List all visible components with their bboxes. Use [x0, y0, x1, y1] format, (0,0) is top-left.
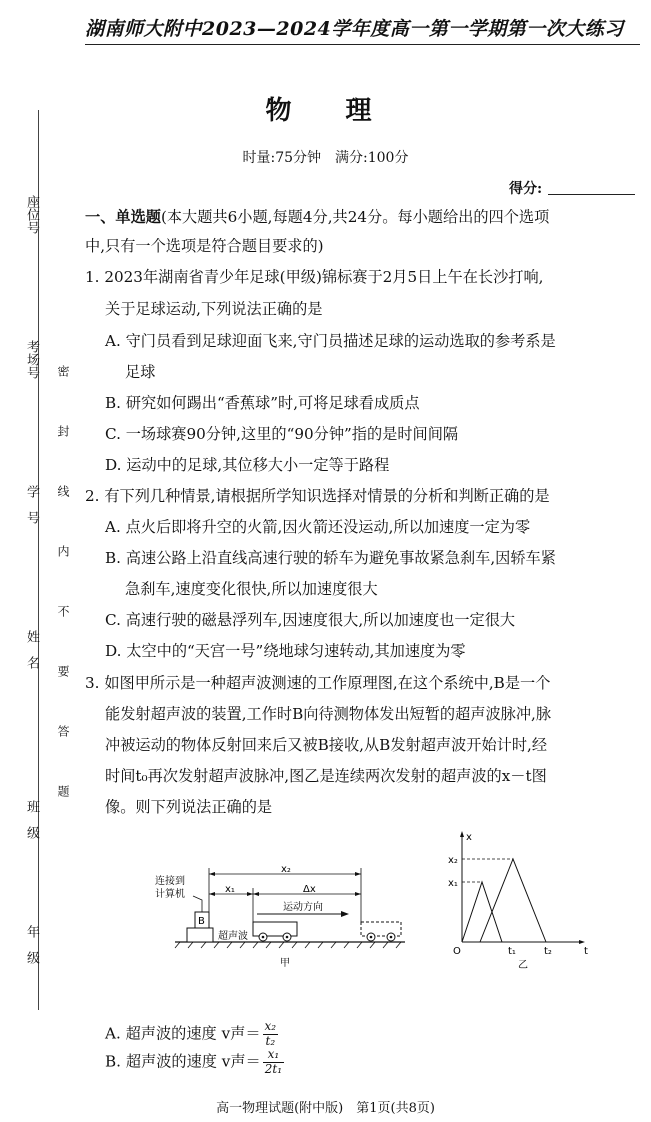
figure-yi — [440, 830, 590, 970]
q3-a-denominator: t₂ — [265, 1033, 276, 1048]
figure-jia — [145, 860, 410, 970]
label-connect-computer-2: 计算机 — [155, 889, 185, 900]
q2-option-b-cont: 急刹车,速度变化很快,所以加速度很大 — [125, 580, 378, 598]
q3-stem-3: 冲被运动的物体反射回来后又被B接收,从B发射超声波开始计时,经 — [105, 736, 548, 754]
tick-t2: t₂ — [544, 946, 552, 957]
subject-title: 物 理 — [265, 96, 386, 126]
q3-a-numerator: x₂ — [264, 1019, 277, 1033]
q1-option-a: A. 守门员看到足球迎面飞来,守门员描述足球的运动选取的参考系是 — [105, 332, 556, 350]
q3-stem-2: 能发射超声波的装置,工作时B向待测物体发出短暂的超声波脉冲,脉 — [105, 705, 552, 723]
label-ultrasonic: 超声波 — [218, 931, 248, 942]
axis-x-label: x — [466, 832, 472, 843]
exam-room-label: 考场号 — [24, 340, 39, 379]
q2-option-c: C. 高速行驶的磁悬浮列车,因速度很大,所以加速度也一定很大 — [105, 611, 516, 629]
student-number-label: 学 号 — [24, 485, 39, 524]
q1-stem-2: 关于足球运动,下列说法正确的是 — [105, 300, 323, 318]
section-description-2: 中,只有一个选项是符合题目要求的) — [85, 237, 324, 255]
q3-stem-1: 3. 如图甲所示是一种超声波测速的工作原理图,在这个系统中,B是一个 — [85, 674, 551, 692]
q2-option-d: D. 太空中的“天宫一号”绕地球匀速转动,其加速度为零 — [105, 642, 466, 660]
score-field[interactable] — [548, 194, 635, 195]
title-rule — [85, 44, 640, 45]
exam-meta: 时量:75分钟 满分:100分 — [242, 150, 409, 166]
label-connect-computer-1: 连接到 — [155, 876, 185, 887]
label-device-b: B — [198, 916, 205, 927]
q1-option-b: B. 研究如何踢出“香蕉球”时,可将足球看成质点 — [105, 394, 420, 412]
label-x1: x₁ — [225, 884, 235, 895]
q3-stem-4: 时间t₀再次发射超声波脉冲,图乙是连续两次发射的超声波的x－t图 — [105, 767, 547, 785]
tick-x2: x₂ — [448, 855, 458, 866]
axis-t-label: t — [584, 946, 588, 957]
q3-option-b-fraction — [263, 1048, 284, 1077]
q1-option-c: C. 一场球赛90分钟,这里的“90分钟”指的是时间间隔 — [105, 425, 459, 443]
score-label: 得分: — [509, 181, 543, 197]
grade-label: 年 级 — [24, 925, 39, 964]
class-label: 班 级 — [24, 800, 39, 839]
tick-t1: t₁ — [508, 946, 516, 957]
q3-b-denominator: 2t₁ — [264, 1061, 283, 1076]
caption-jia: 甲 — [280, 958, 290, 969]
q3-option-a-fraction — [263, 1020, 279, 1049]
q1-option-d: D. 运动中的足球,其位移大小一定等于路程 — [105, 456, 390, 474]
q2-option-b: B. 高速公路上沿直线高速行驶的轿车为避免事故紧急刹车,因轿车紧 — [105, 549, 556, 567]
section-description: (本大题共6小题,每题4分,共24分。每小题给出的四个选项 — [160, 208, 550, 226]
caption-yi: 乙 — [518, 960, 528, 970]
origin-label: O — [453, 946, 461, 957]
label-delta-x: Δx — [303, 884, 316, 895]
q1-stem-1: 1. 2023年湖南省青少年足球(甲级)锦标赛于2月5日上午在长沙打响, — [85, 268, 544, 286]
q3-option-a — [105, 1020, 278, 1049]
label-motion-direction: 运动方向 — [283, 902, 323, 913]
q1-option-a-cont: 足球 — [125, 363, 156, 381]
label-x2: x₂ — [281, 864, 291, 875]
q3-option-b — [105, 1048, 284, 1077]
seal-notice: 密 封 线 内 不 要 答 题 — [56, 365, 70, 815]
binding-line — [38, 110, 39, 1010]
q3-stem-5: 像。则下列说法正确的是 — [105, 798, 273, 816]
q2-stem: 2. 有下列几种情景,请根据所学知识选择对情景的分析和判断正确的是 — [85, 487, 550, 505]
q3-b-numerator: x₁ — [263, 1048, 284, 1063]
page-footer: 高一物理试题(附中版) 第1页(共8页) — [216, 1101, 435, 1116]
seat-number-label: 座位号 — [24, 195, 39, 234]
q2-option-a: A. 点火后即将升空的火箭,因火箭还没运动,所以加速度一定为零 — [105, 518, 531, 536]
section-heading: 一、单选题 — [85, 208, 161, 226]
name-label: 姓 名 — [24, 630, 39, 669]
exam-title: 湖南师大附中2023—2024学年度高一第一学期第一次大练习 — [85, 18, 624, 40]
section-heading-line — [85, 210, 549, 225]
q3-option-b-prefix: B. 超声波的速度 v声＝ — [105, 1052, 261, 1071]
q3-option-a-prefix: A. 超声波的速度 v声＝ — [105, 1024, 261, 1043]
tick-x1: x₁ — [448, 878, 458, 889]
